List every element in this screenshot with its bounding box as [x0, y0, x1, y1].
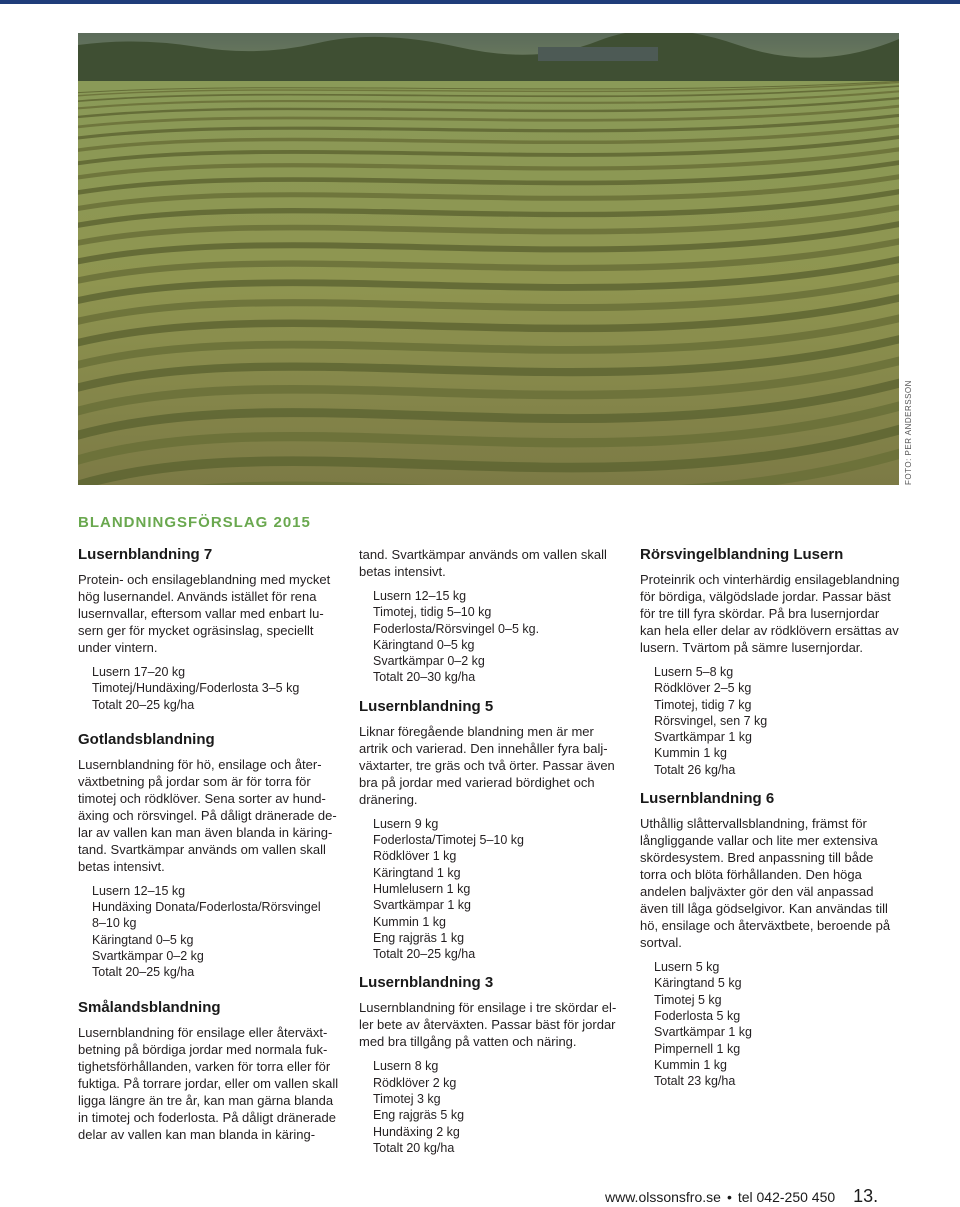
recipe-line: Kummin 1 kg [373, 914, 446, 929]
blend-title-gotland: Gotlandsblandning [78, 730, 215, 748]
recipe-line: Hundäxing Donata/Foderlosta/Rörsvingel [92, 900, 321, 915]
recipe-line: Rödklöver 2–5 kg [654, 681, 752, 696]
website-link[interactable]: www.olssonsfro.se [605, 1189, 721, 1205]
blend-recipe-gotland [92, 883, 340, 981]
recipe-line: Timotej, tidig 7 kg [654, 697, 752, 712]
blend-recipe-lusern5 [373, 816, 621, 963]
recipe-line: Timotej 5 kg [654, 992, 722, 1007]
recipe-line: Svartkämpar 1 kg [654, 1025, 752, 1040]
blend-title-lusern7: Lusernblandning 7 [78, 546, 213, 563]
recipe-line: Käringtand 1 kg [373, 865, 461, 880]
recipe-line: Totalt 20–25 kg/ha [92, 965, 195, 980]
recipe-line: Lusern 12–15 kg [92, 883, 186, 898]
recipe-line: Kummin 1 kg [654, 746, 727, 761]
recipe-line: Rörsvingel, sen 7 kg [654, 713, 768, 728]
blend-recipe-smaland [373, 588, 621, 686]
page-footer [605, 1186, 878, 1207]
blend-title-lusern5: Lusernblandning 5 [359, 697, 494, 715]
blend-description-lusern7: Protein- och ensilageblandning med mycket hög lusernandel. Används istället för rena lusernvallar, eftersom vallar med enbart lusern ger för mycket ogräsinslag, speciellt under vintern. [78, 572, 331, 655]
recipe-line: Timotej, tidig 5–10 kg [373, 605, 492, 620]
recipe-line: Lusern 5 kg [654, 960, 720, 975]
recipe-line: Svartkämpar 1 kg [654, 730, 752, 745]
blend-description-lusern5: Liknar föregående blandning men är mer artrik och varierad. Den innehåller fyra baljväxtarter, tre gräs och två örter. Passar även bra på jordar med varierad bördighet och dränering. [359, 723, 615, 807]
recipe-line: Totalt 20–25 kg/ha [92, 697, 195, 712]
recipe-line: Käringtand 0–5 kg [92, 932, 194, 947]
blend-description-smaland-continued: tand. Svartkämpar används om vallen skall betas intensivt. [359, 547, 607, 579]
recipe-line: Totalt 20 kg/ha [373, 1140, 455, 1155]
column-2 [359, 546, 621, 1168]
recipe-line: Kummin 1 kg [654, 1057, 727, 1072]
blend-recipe-lusern6 [654, 959, 902, 1089]
hayfield-photo-graphic [78, 33, 899, 485]
recipe-line: Rödklöver 2 kg [373, 1075, 457, 1090]
recipe-line: Totalt 26 kg/ha [654, 762, 736, 777]
blend-description-lusern6: Uthållig slåttervallsblandning, främst för långliggande vallar och lite mer extensiva skördesystem. Bred anpassning till både torra och blöta förhållanden. Den höga andelen baljväxter gör den väl anpassad även till låga gödselgivor. Kan användas till hö, ensilage och återväxtbete, beroende på sortval. [640, 816, 891, 951]
blend-title-lusern6: Lusernblandning 6 [640, 790, 775, 808]
blend-title-rorsvingel: Rörsvingelblandning Lusern [640, 546, 844, 563]
recipe-line: Svartkämpar 0–2 kg [92, 949, 204, 964]
section-heading: BLANDNINGSFÖRSLAG 2015 [78, 514, 311, 531]
recipe-line: Totalt 20–30 kg/ha [373, 670, 476, 685]
phone-number: tel 042-250 450 [737, 1189, 836, 1205]
column-1 [78, 546, 340, 1149]
recipe-line: Totalt 23 kg/ha [654, 1074, 736, 1089]
recipe-line: Humlelusern 1 kg [373, 881, 471, 896]
blend-description-smaland: Lusernblandning för ensilage eller återväxtbetning på bördiga jordar med normala fuktighetsförhållanden, varken för torra eller för fuktiga. På torrare jordar, eller om vallen skall ligga längre än tre år, kan man gärna blanda in timotej och foderlosta. På dåligt dränerade delar av vallen kan man blanda in käring- [78, 1024, 339, 1142]
recipe-line: Svartkämpar 0–2 kg [373, 654, 485, 669]
column-3 [640, 546, 902, 1101]
recipe-line: Pimpernell 1 kg [654, 1041, 741, 1056]
recipe-line: Eng rajgräs 5 kg [373, 1108, 465, 1123]
blend-recipe-lusern7 [92, 664, 340, 713]
photo-credit: FOTO: PER ANDERSSON [904, 380, 913, 485]
top-accent-bar [0, 0, 960, 4]
blend-recipe-lusern3 [373, 1058, 621, 1156]
blend-title-lusern3: Lusernblandning 3 [359, 974, 494, 992]
recipe-line: Lusern 5–8 kg [654, 665, 734, 679]
recipe-line: Timotej/Hundäxing/Foderlosta 3–5 kg [92, 681, 300, 696]
recipe-line: Timotej 3 kg [373, 1092, 441, 1107]
recipe-line: Foderlosta 5 kg [654, 1008, 741, 1023]
recipe-line: Foderlosta/Rörsvingel 0–5 kg. [373, 621, 540, 636]
bullet-separator: • [726, 1189, 732, 1205]
recipe-line: Hundäxing 2 kg [373, 1124, 460, 1139]
recipe-line: Rödklöver 1 kg [373, 849, 457, 864]
blend-description-gotland: Lusernblandning för hö, ensilage och återväxtbetning på jordar som är för torra för timotej och rödklöver. Sena sorter av hundäxing och rörsvingel. På dåligt dränerade delar av vallen kan man även blanda in käringtand. Svartkämpar används om vallen skall betas intensivt. [78, 756, 337, 874]
blend-title-smaland: Smålandsblandning [78, 998, 221, 1016]
recipe-line: Totalt 20–25 kg/ha [373, 947, 476, 962]
recipe-line: Käringtand 0–5 kg [373, 637, 475, 652]
recipe-line: Lusern 17–20 kg [92, 665, 186, 679]
recipe-line: Foderlosta/Timotej 5–10 kg [373, 833, 525, 848]
recipe-line: Käringtand 5 kg [654, 976, 742, 991]
recipe-line: Svartkämpar 1 kg [373, 898, 471, 913]
recipe-line: Lusern 9 kg [373, 816, 439, 831]
recipe-line: 8–10 kg [92, 916, 137, 931]
blend-description-rorsvingel: Proteinrik och vinterhärdig ensilageblandning för bördiga, välgödslade jordar. Passar bäst för tre till fyra skördar. På bra lusernjordar kan hela eller delar av rödklövern ersättas av lusern. Tvärtom på sämre lusernjordar. [640, 572, 900, 655]
blend-description-lusern3: Lusernblandning för ensilage i tre skördar eller bete av återväxten. Passar bäst för jordar med bra tillgång på vatten och näring. [359, 1000, 617, 1050]
page-number: 13. [853, 1186, 879, 1206]
recipe-line: Eng rajgräs 1 kg [373, 930, 465, 945]
hayfield-photo [78, 33, 899, 485]
blend-recipe-rorsvingel [654, 664, 902, 778]
recipe-line: Lusern 12–15 kg [373, 589, 467, 603]
recipe-line: Lusern 8 kg [373, 1059, 439, 1074]
